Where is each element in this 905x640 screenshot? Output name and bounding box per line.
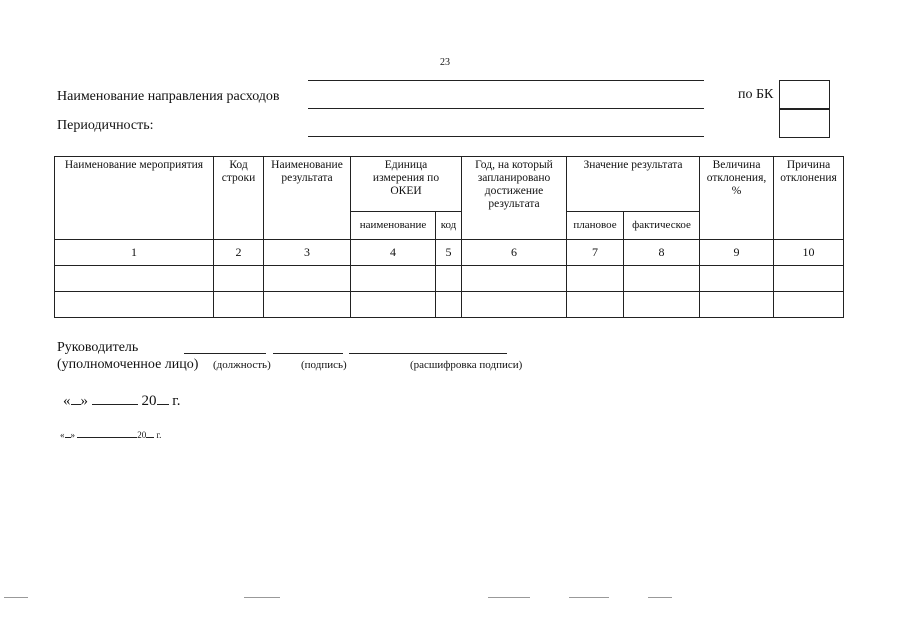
table-row <box>55 266 844 292</box>
periodicity-code-box[interactable] <box>779 108 830 138</box>
year-prefix: 20 <box>137 430 147 440</box>
table-cell[interactable] <box>214 266 264 292</box>
year-field[interactable] <box>157 392 169 405</box>
year-suffix: г. <box>172 393 181 409</box>
footer-line <box>4 597 28 598</box>
decoding-label: (расшифровка подписи) <box>410 359 523 371</box>
periodicity-line <box>308 136 704 137</box>
footer-line <box>648 597 672 598</box>
sign-label: (подпись) <box>301 359 347 371</box>
table-cell[interactable] <box>624 266 700 292</box>
col-result-name: Наименование результата <box>264 157 351 240</box>
head-label: Руководитель <box>57 340 139 355</box>
col-number: 4 <box>351 240 436 266</box>
day-field[interactable] <box>71 392 81 405</box>
periodicity-label: Периодичность: <box>57 118 154 133</box>
table-cell[interactable] <box>462 266 567 292</box>
date-close-quote: » <box>70 430 75 440</box>
col-planned: плановое <box>567 212 624 240</box>
month-field[interactable] <box>92 392 138 405</box>
date-open-quote: « <box>60 430 65 440</box>
col-number: 3 <box>264 240 351 266</box>
col-unit-name: наименование <box>351 212 436 240</box>
table-cell[interactable] <box>462 292 567 318</box>
column-numbers-row <box>55 240 844 266</box>
decoding-line <box>349 353 507 354</box>
col-number: 5 <box>436 240 462 266</box>
footer-line <box>244 597 280 598</box>
position-label: (должность) <box>213 359 271 371</box>
year-prefix: 20 <box>141 393 157 409</box>
year-field[interactable] <box>146 429 154 438</box>
table-cell[interactable] <box>351 266 436 292</box>
table-cell[interactable] <box>436 266 462 292</box>
col-unit: Единица измерения по ОКЕИ <box>351 157 462 212</box>
footer-line <box>488 597 530 598</box>
table-cell[interactable] <box>700 292 774 318</box>
col-deviation-value: Величина отклонения, % <box>700 157 774 240</box>
col-number: 8 <box>624 240 700 266</box>
bk-label: по БК <box>738 87 774 102</box>
table-cell[interactable] <box>55 292 214 318</box>
footer-line <box>569 597 609 598</box>
page-number: 23 <box>440 57 450 68</box>
date-line <box>63 392 180 410</box>
table-cell[interactable] <box>774 266 844 292</box>
table-cell[interactable] <box>567 292 624 318</box>
table-cell[interactable] <box>774 292 844 318</box>
table-cell[interactable] <box>351 292 436 318</box>
date-open-quote: « <box>63 393 71 409</box>
date-line-small <box>60 429 161 440</box>
date-close-quote: » <box>80 393 88 409</box>
table-cell[interactable] <box>214 292 264 318</box>
table-cell[interactable] <box>567 266 624 292</box>
table-cell[interactable] <box>264 266 351 292</box>
table-cell[interactable] <box>436 292 462 318</box>
col-year-planned: Год, на который запланировано достижение результата <box>462 157 567 240</box>
col-number: 9 <box>700 240 774 266</box>
authorized-label: (уполномоченное лицо) <box>57 357 199 372</box>
results-table <box>54 156 844 318</box>
table-cell[interactable] <box>264 292 351 318</box>
bk-code-box[interactable] <box>779 80 830 110</box>
year-suffix: г. <box>156 430 162 440</box>
col-number: 1 <box>55 240 214 266</box>
table-cell[interactable] <box>700 266 774 292</box>
expense-direction-label: Наименование направления расходов <box>57 89 280 104</box>
col-result-value: Значение результата <box>567 157 700 212</box>
position-line <box>184 353 266 354</box>
table-row <box>55 292 844 318</box>
col-event-name: Наименование мероприятия <box>55 157 214 240</box>
month-field[interactable] <box>77 429 137 438</box>
col-number: 10 <box>774 240 844 266</box>
col-unit-code: код <box>436 212 462 240</box>
col-row-code: Код строки <box>214 157 264 240</box>
col-number: 7 <box>567 240 624 266</box>
col-actual: фактическое <box>624 212 700 240</box>
table-cell[interactable] <box>55 266 214 292</box>
col-deviation-reason: Причина отклонения <box>774 157 844 240</box>
col-number: 6 <box>462 240 567 266</box>
expense-direction-line <box>308 108 704 109</box>
col-number: 2 <box>214 240 264 266</box>
sign-line <box>273 353 343 354</box>
expense-direction-top-line <box>308 80 704 81</box>
table-cell[interactable] <box>624 292 700 318</box>
